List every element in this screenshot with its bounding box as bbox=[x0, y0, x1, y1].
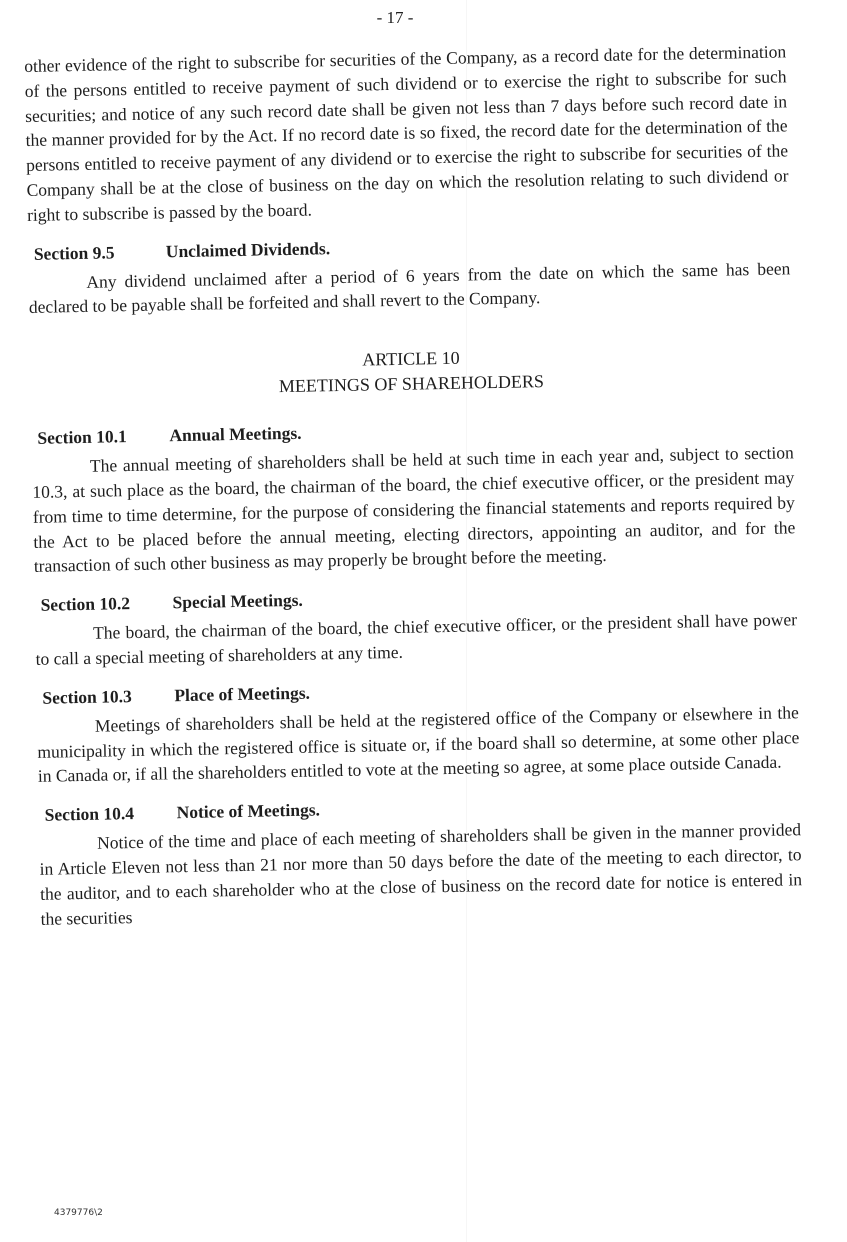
section-title: Annual Meetings. bbox=[169, 422, 302, 446]
intro-paragraph: other evidence of the right to subscribe for securities of the Company, as a record date for the determination of the persons entitled to receive payment of such dividend or to exercise the right to subscribe for such securities; and notice of any such record date shall be given not less than 7 days before such record date in the manner provided for by the Act. If no record date is so fixed, the record date for the determination of the persons entitled to receive payment of any dividend or to exercise the right to subscribe for securities of the Company shall be at the close of business on the day on which the resolution relating to such dividend or right to subscribe is passed by the board. bbox=[24, 41, 789, 225]
page-number: - 17 - bbox=[376, 8, 414, 27]
section-title: Notice of Meetings. bbox=[176, 799, 321, 823]
section-number: Section 9.5 bbox=[33, 241, 115, 264]
section-10-1-body: The annual meeting of shareholders shall be held at such time in each year and, subject to section 10.3, at such place as the board, the chairman of the board, the chief executive officer, or the president may from time to time determine, for the purpose of considering the financial statements and reports required by the Act to be placed before the annual meeting, electing directors, appointing an auditor, and for the transaction of such other business as may properly be brought before the meeting. bbox=[32, 442, 796, 577]
section-number: Section 10.1 bbox=[37, 426, 128, 448]
article-heading bbox=[30, 339, 793, 404]
section-title: Special Meetings. bbox=[172, 589, 303, 613]
section-10-3-body: Meetings of shareholders shall be held at the registered office of the Company or elsewhere in the municipality in which the registered office is situate or, if the board shall so determine, at some other place in Canada or, if all the shareholders entitled to vote at the meeting so agree, at some place outside Canada. bbox=[37, 701, 800, 787]
article-label: ARTICLE 10 bbox=[362, 347, 460, 370]
section-10-2-body: The board, the chairman of the board, the chief executive officer, or the president shall have power to call a special meeting of shareholders at any time. bbox=[35, 609, 798, 669]
section-number: Section 10.2 bbox=[40, 593, 131, 615]
document-id: 4379776\2 bbox=[54, 1208, 103, 1218]
page-content bbox=[24, 39, 803, 931]
section-number: Section 10.4 bbox=[44, 803, 135, 825]
article-title: MEETINGS OF SHAREHOLDERS bbox=[278, 371, 545, 397]
section-9-5-body: Any dividend unclaimed after a period of 6 years from the date on which the same has been declared to be payable shall be forfeited and shall revert to the Company. bbox=[28, 257, 791, 318]
section-10-4-body: Notice of the time and place of each meeting of shareholders shall be given in the manner provided in Article Eleven not less than 21 nor more than 50 days before the date of the meeting to each director, to the auditor, and to each shareholder who at the close of business on the record date for notice is entered in the securities bbox=[39, 819, 803, 929]
section-title: Unclaimed Dividends. bbox=[165, 237, 331, 261]
section-title: Place of Meetings. bbox=[174, 682, 311, 705]
section-number: Section 10.3 bbox=[42, 685, 132, 708]
